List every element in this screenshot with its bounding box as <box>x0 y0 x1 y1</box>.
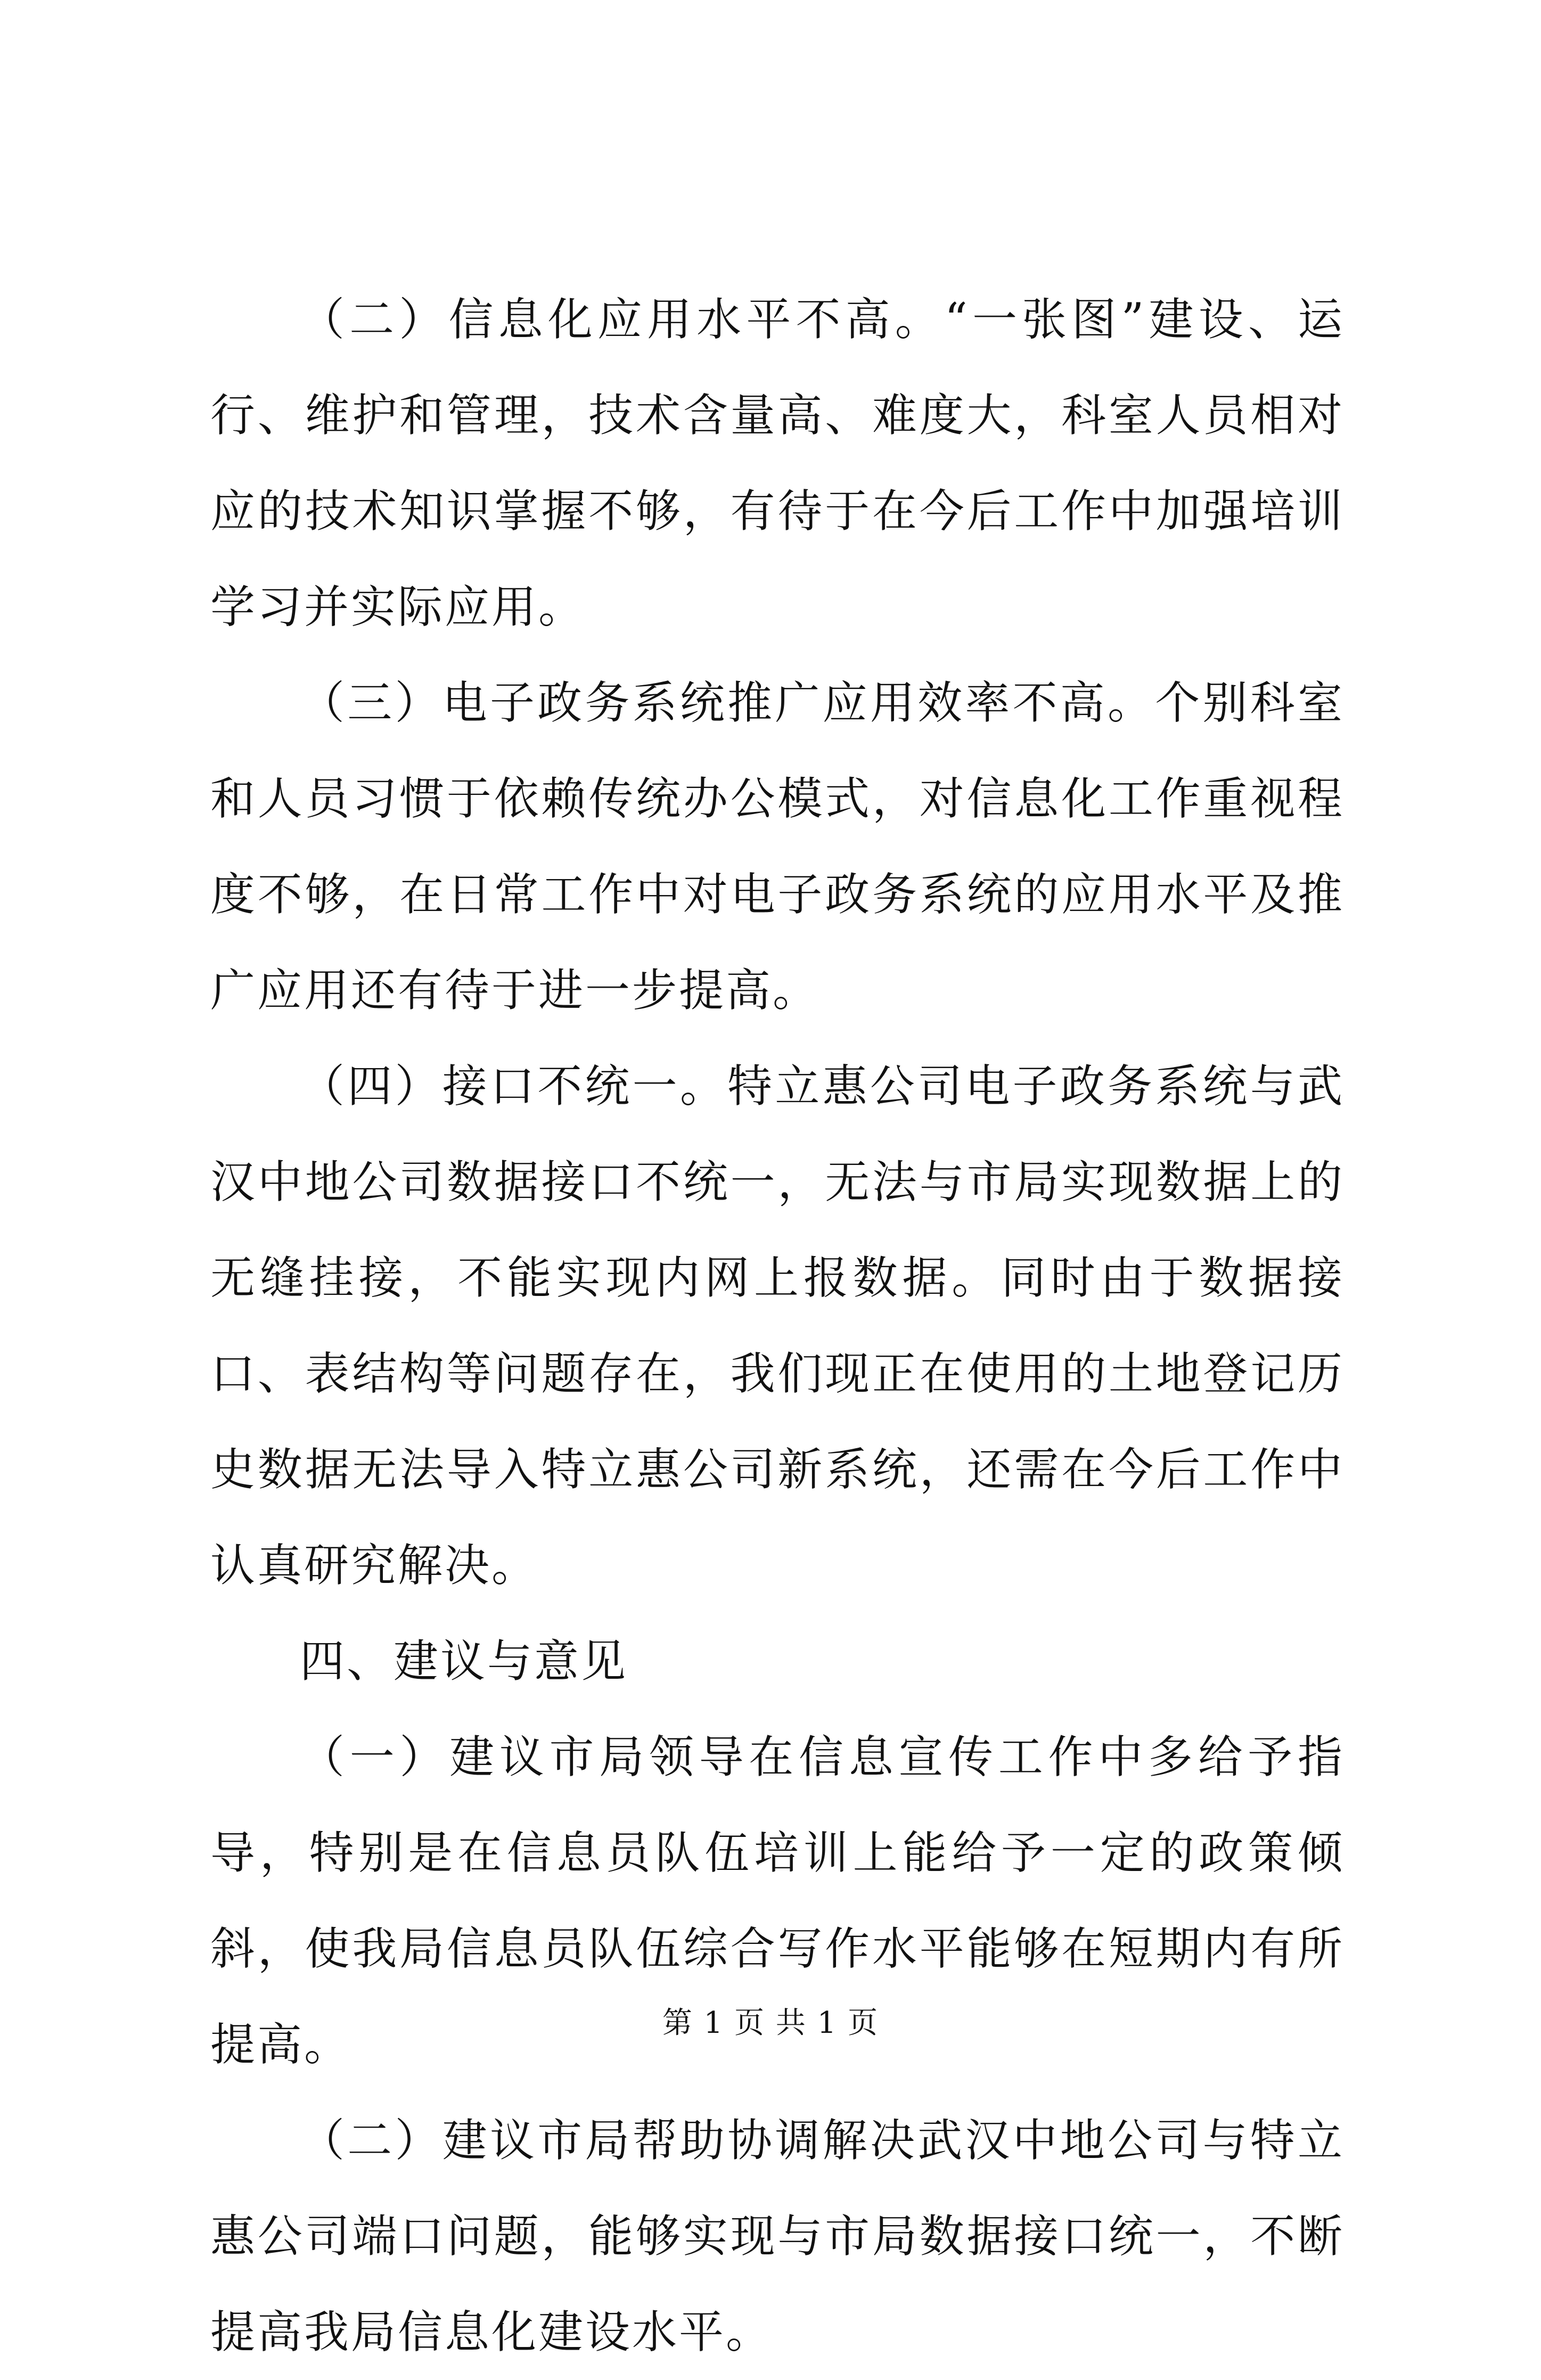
paragraph-suggestion-2: （二）建议市局帮助协调解决武汉中地公司与特立惠公司端口问题，能够实现与市局数据接口统一，不断提高我局信息化建设水平。 <box>210 2114 1345 2358</box>
paragraph-e-government: （三）电子政务系统推广应用效率不高。个别科室和人员习惯于依赖传统办公模式，对信息化工作重视程度不够，在日常工作中对电子政务系统的应用水平及推广应用还有待于进一步提高。 <box>210 677 1345 1016</box>
paragraph-interface: （四）接口不统一。特立惠公司电子政务系统与武汉中地公司数据接口不统一，无法与市局实现数据上的无缝挂接，不能实现内网上报数据。同时由于数据接口、表结构等问题存在，我们现正在使用的土地登记历史数据无法导入特立惠公司新系统，还需在今后工作中认真研究解决。 <box>210 1060 1345 1591</box>
section-heading: 四、建议与意见 <box>300 1635 628 1687</box>
paragraph-suggestion-1: （一）建议市局领导在信息宣传工作中多给予指导，特别是在信息员队伍培训上能给予一定的政策倾斜，使我局信息员队伍综合写作水平能够在短期内有所提高。 <box>210 1731 1345 2071</box>
paragraph-info-application: （二）信息化应用水平不高。“一张图”建设、运行、维护和管理，技术含量高、难度大，科室人员相对应的技术知识掌握不够，有待于在今后工作中加强培训学习并实际应用。 <box>210 293 1345 633</box>
page-number-footer: 第 1 页 共 1 页 <box>662 2006 879 2040</box>
document-body <box>210 272 1345 2380</box>
